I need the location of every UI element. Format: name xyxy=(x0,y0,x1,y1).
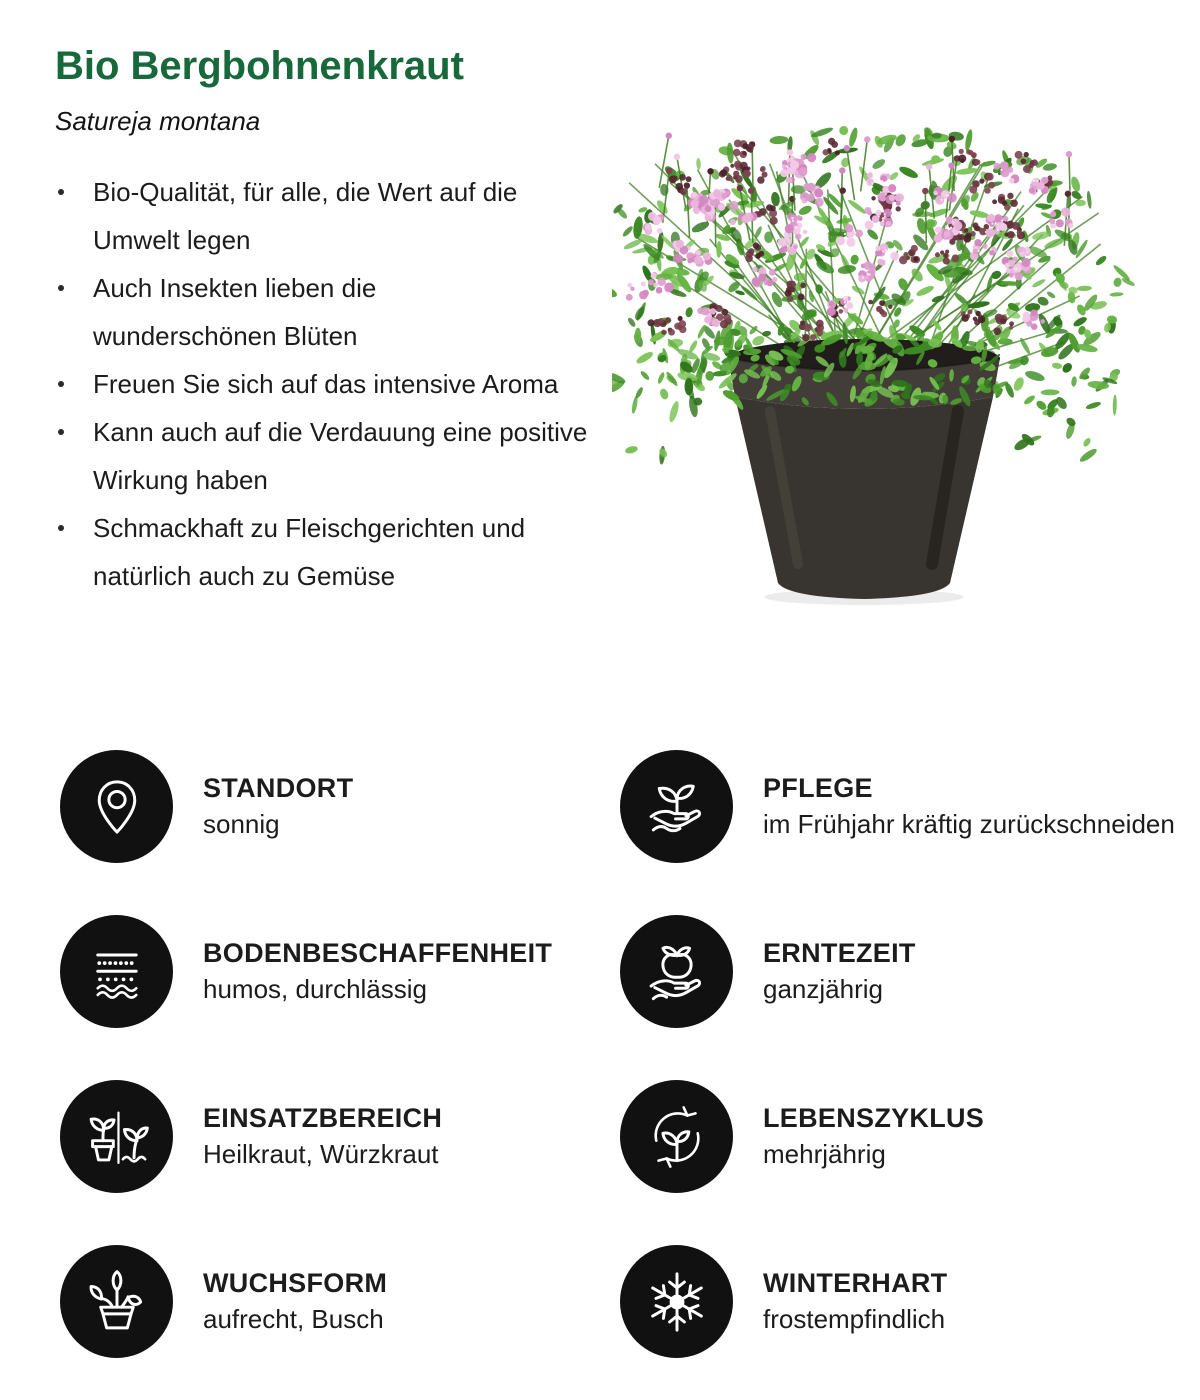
attribute-winterhart xyxy=(620,1245,1196,1358)
bullet-icon xyxy=(58,285,64,291)
product-photo-svg xyxy=(612,96,1192,616)
feature-item: Freuen Sie sich auf das intensive Aroma xyxy=(55,360,615,408)
attribute-label: PFLEGE xyxy=(763,773,873,803)
attribute-pflege xyxy=(620,750,1196,863)
cycle-sprout-icon xyxy=(620,1080,733,1193)
attribute-erntezeit xyxy=(620,915,1196,1028)
product-photo xyxy=(612,96,1192,616)
page-title: Bio Bergbohnenkraut xyxy=(55,44,464,88)
attribute-label: LEBENSZYKLUS xyxy=(763,1103,985,1133)
attribute-einsatzbereich xyxy=(60,1080,620,1193)
feature-list xyxy=(55,168,615,600)
attribute-value: sonnig xyxy=(203,809,280,839)
attribute-bodenbeschaffenheit xyxy=(60,915,620,1028)
bullet-icon xyxy=(58,381,64,387)
attribute-value: ganzjährig xyxy=(763,974,883,1004)
plant-pot-icon xyxy=(60,1245,173,1358)
attribute-value: aufrecht, Busch xyxy=(203,1304,384,1334)
attribute-standort xyxy=(60,750,620,863)
attribute-label: EINSATZBEREICH xyxy=(203,1103,443,1133)
feature-item: Auch Insekten lieben die wunderschönen Blüten xyxy=(55,264,615,360)
attribute-value: humos, durchlässig xyxy=(203,974,427,1004)
snowflake-icon xyxy=(620,1245,733,1358)
attribute-label: WINTERHART xyxy=(763,1268,948,1298)
attribute-value: mehrjährig xyxy=(763,1139,886,1169)
bullet-icon xyxy=(58,429,64,435)
attribute-grid xyxy=(60,750,1196,1358)
botanical-name: Satureja montana xyxy=(55,106,261,136)
feature-item: Kann auch auf die Verdauung eine positive Wirkung haben xyxy=(55,408,615,504)
bullet-icon xyxy=(58,189,64,195)
feature-item: Schmackhaft zu Fleischgerichten und natürlich auch zu Gemüse xyxy=(55,504,615,600)
hand-fruit-icon xyxy=(620,915,733,1028)
attribute-value: im Frühjahr kräftig zurückschneiden xyxy=(763,809,1175,839)
pot-sprout-icon xyxy=(60,1080,173,1193)
hand-seedling-icon xyxy=(620,750,733,863)
location-pin-icon xyxy=(60,750,173,863)
attribute-wuchsform xyxy=(60,1245,620,1358)
attribute-lebenszyklus xyxy=(620,1080,1196,1193)
attribute-label: BODENBESCHAFFENHEIT xyxy=(203,938,553,968)
feature-item: Bio-Qualität, für alle, die Wert auf die Umwelt legen xyxy=(55,168,615,264)
attribute-value: Heilkraut, Würzkraut xyxy=(203,1139,439,1169)
attribute-label: WUCHSFORM xyxy=(203,1268,388,1298)
attribute-value: frostempfindlich xyxy=(763,1304,946,1334)
soil-layers-icon xyxy=(60,915,173,1028)
bullet-icon xyxy=(58,525,64,531)
attribute-label: ERNTEZEIT xyxy=(763,938,916,968)
attribute-label: STANDORT xyxy=(203,773,354,803)
